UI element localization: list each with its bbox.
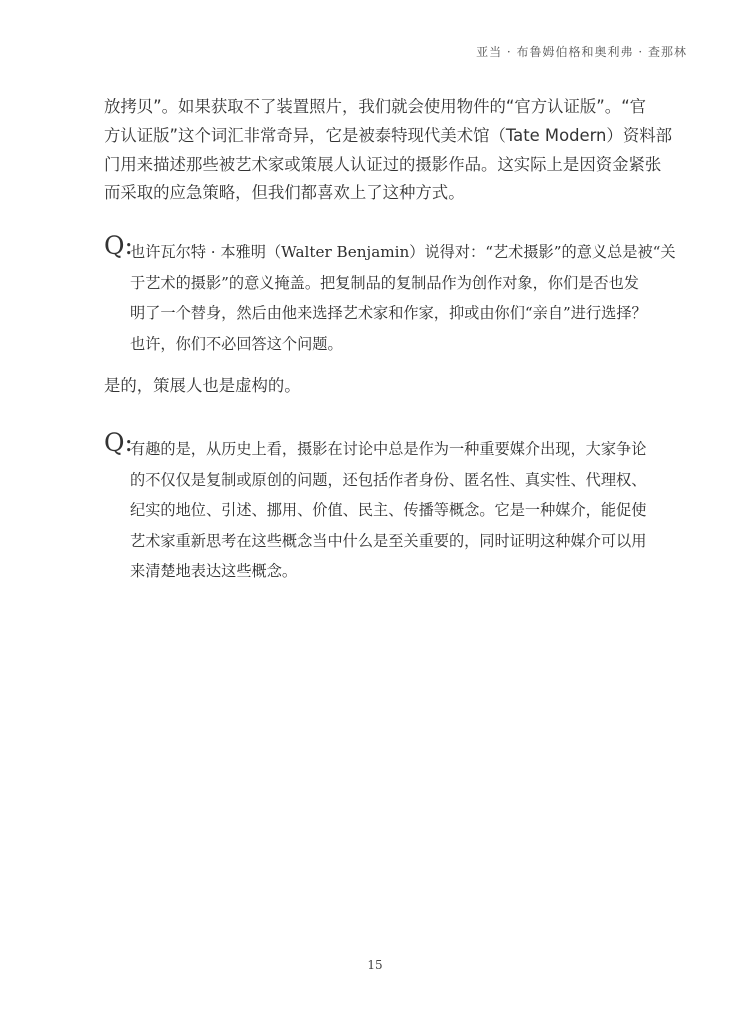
- text-line: 艺术家重新思考在这些概念当中什么是至关重要的，同时证明这种媒介可以用: [130, 531, 647, 550]
- question-marker: Q:: [104, 428, 133, 457]
- text-line: 而采取的应急策略，但我们都喜欢上了这种方式。: [104, 183, 465, 203]
- text-line: 纪实的地位、引述、挪用、价值、民主、传播等概念。它是一种媒介，能促使: [130, 501, 647, 519]
- text-line: 是的，策展人也是虚构的。: [104, 376, 301, 395]
- question-marker: Q:: [104, 231, 133, 260]
- text-line: 也许瓦尔特 · 本雅明（Walter Benjamin）说得对：“艺术摄影”的意义总是被“关: [130, 243, 676, 261]
- text-line: 的不仅仅是复制或原创的问题，还包括作者身份、匿名性、真实性、代理权、: [130, 470, 647, 489]
- text-line: 也许，你们不必回答这个问题。: [130, 334, 343, 353]
- text-line: 于艺术的摄影”的意义掩盖。把复制品的复制品作为创作对象，你们是否也发: [130, 273, 639, 292]
- page-number: 15: [367, 958, 383, 972]
- question-text-2: [130, 434, 646, 587]
- text-line: 放拷贝”。如果获取不了装置照片，我们就会使用物件的“官方认证版”。“官: [104, 97, 647, 116]
- answer-paragraph-1: [104, 93, 672, 208]
- text-line: 方认证版”这个词汇非常奇异，它是被泰特现代美术馆（Tate Modern）资料部: [104, 125, 672, 145]
- text-line: 来清楚地表达这些概念。: [130, 562, 298, 580]
- question-text-1: [130, 237, 676, 359]
- text-line: 有趣的是，从历史上看，摄影在讨论中总是作为一种重要媒介出现，大家争论: [130, 440, 647, 458]
- answer-paragraph-2: [104, 372, 666, 401]
- running-header: 亚当 · 布鲁姆伯格和奥利弗 · 查那林: [476, 45, 687, 59]
- text-line: 明了一个替身，然后由他来选择艺术家和作家，抑或由你们“亲自”进行选择？: [130, 304, 647, 322]
- text-line: 门用来描述那些被艺术家或策展人认证过的摄影作品。这实际上是因资金紧张: [104, 154, 662, 174]
